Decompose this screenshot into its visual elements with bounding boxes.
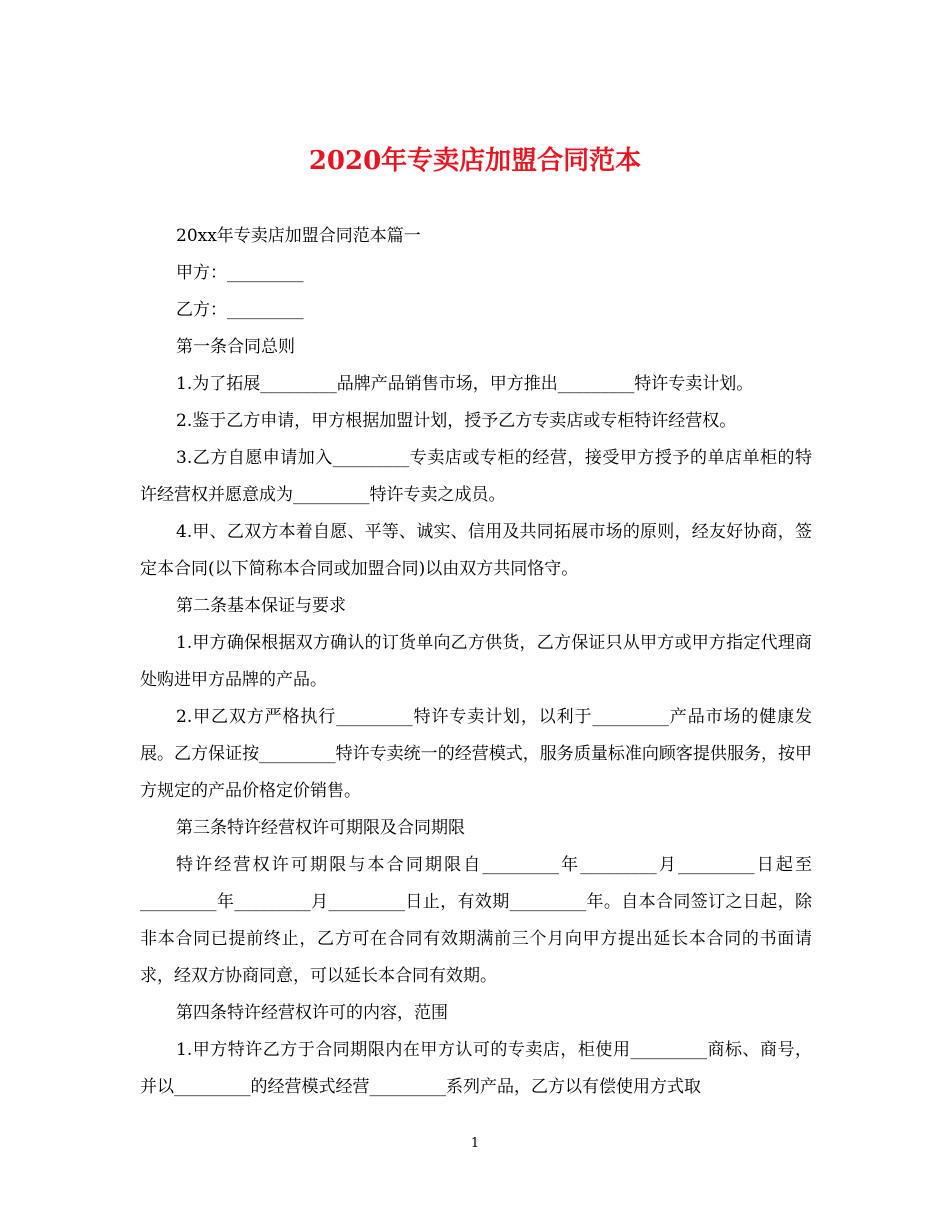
paragraph: 2.甲乙双方严格执行_________特许专卖计划，以利于_________产品市场的健康发展。乙方保证按_________特许专卖统一的经营模式，服务质量标准向顾客提供服务，按甲方规定的产品价格定价销售。 (140, 707, 812, 801)
paragraph: 特许经营权许可期限与本合同期限自_________年_________月_________日起至_________年_________月_________日止，有效期_________年。自本合同签订之日起，除非本合同已提前终止，乙方可在合同有效期满前三个月向甲方提出延长本合同的书面请求，经双方协商同意，可以延长本合同有效期。 (140, 855, 812, 986)
paragraph: 2.鉴于乙方申请，甲方根据加盟计划，授予乙方专卖店或专柜特许经营权。 (176, 411, 737, 431)
section-heading-4: 第四条特许经营权许可的内容，范围 (176, 1003, 448, 1023)
section-heading-1: 第一条合同总则 (176, 337, 295, 357)
party-b-line: 乙方：_________ (176, 300, 304, 320)
paragraph: 3.乙方自愿申请加入_________专卖店或专柜的经营，接受甲方授予的单店单柜的特许经营权并愿意成为_________特许专卖之成员。 (140, 448, 812, 505)
document-body (140, 218, 812, 1106)
section-heading-2: 第二条基本保证与要求 (176, 596, 346, 616)
page-number: 1 (470, 1136, 480, 1151)
paragraph-heading-article-1-intro: 20xx年专卖店加盟合同范本篇一 (176, 226, 421, 246)
paragraph: 1.为了拓展_________品牌产品销售市场，甲方推出_________特许专卖计划。 (176, 374, 754, 394)
paragraph: 4.甲、乙双方本着自愿、平等、诚实、信用及共同拓展市场的原则，经友好协商，签定本合同(以下简称本合同或加盟合同)以由双方共同恪守。 (140, 522, 812, 579)
party-a-line: 甲方：_________ (176, 263, 304, 283)
document-title: 2020年专卖店加盟合同范本 (308, 146, 642, 176)
paragraph: 1.甲方确保根据双方确认的订货单向乙方供货，乙方保证只从甲方或甲方指定代理商处购进甲方品牌的产品。 (140, 633, 812, 690)
paragraph: 1.甲方特许乙方于合同期限内在甲方认可的专卖店，柜使用_________商标、商号，并以_________的经营模式经营_________系列产品，乙方以有偿使用方式取 (140, 1040, 812, 1097)
section-heading-3: 第三条特许经营权许可期限及合同期限 (176, 818, 465, 838)
